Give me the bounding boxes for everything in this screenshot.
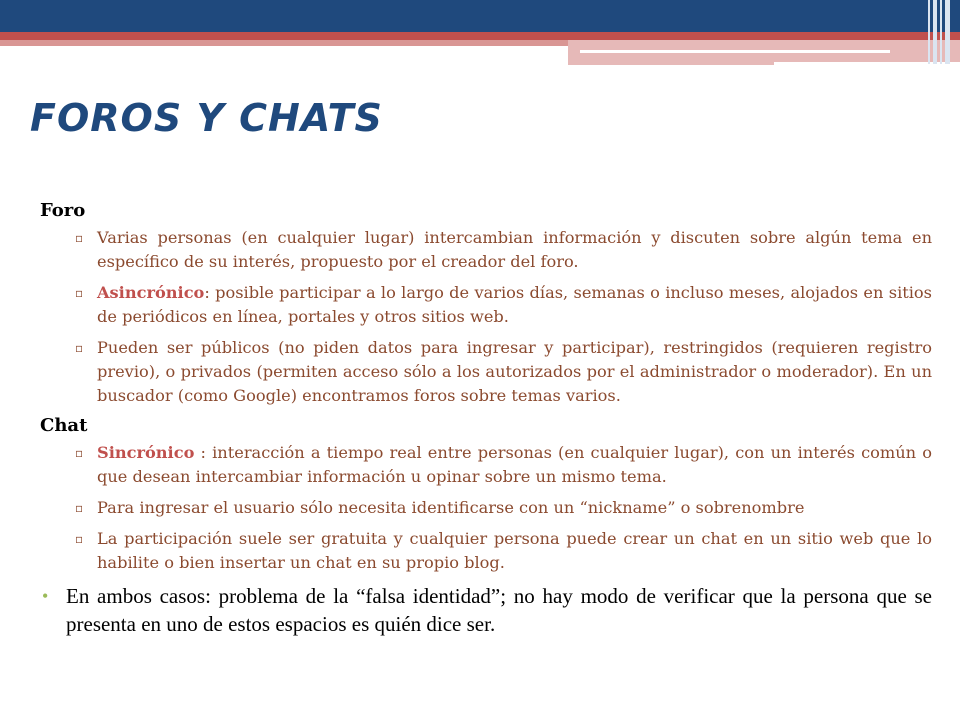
square-bullet-icon: ▫	[75, 231, 84, 245]
list-item: ▫ Varias personas (en cualquier lugar) intercambian información y discuten sobre algún tema en específico de su interés, propuesto por el creador del foro.	[75, 228, 932, 271]
keyword: Sincrónico	[97, 443, 195, 462]
round-bullet-icon: •	[42, 586, 49, 606]
square-bullet-icon: ▫	[75, 532, 84, 546]
header-band-blue	[0, 0, 960, 32]
list-item: ▫ Para ingresar el usuario sólo necesita identificarse con un “nickname” o sobrenombre	[40, 496, 932, 520]
header-vertical-lines	[928, 0, 954, 64]
foro-list	[40, 226, 932, 408]
header-band-pink-left	[0, 40, 568, 46]
square-bullet-icon: ▫	[75, 286, 84, 300]
section-heading-chat: Chat	[40, 415, 88, 436]
slide-content	[40, 200, 932, 638]
section-heading-foro: Foro	[40, 200, 86, 221]
header-white-line	[580, 50, 890, 53]
slide-title: FOROS Y CHATS	[30, 96, 383, 140]
chat-list	[40, 441, 932, 575]
conclusion-text: En ambos casos: problema de la “falsa identidad”; no hay modo de verificar que la persona que se presenta en uno de estos espacios es quién dice ser.	[66, 584, 932, 636]
list-item: ▫ Pueden ser públicos (no piden datos para ingresar y participar), restringidos (requieren registro previo), o privados (permiten acceso sólo a los autorizados por el administrador o moderador). En un buscador (como Google) encontramos foros sobre temas varios.	[75, 338, 932, 405]
conclusion-bullet	[40, 582, 932, 638]
square-bullet-icon: ▫	[75, 341, 84, 355]
header-band-pink-strip	[568, 62, 774, 65]
list-item: ▫ Asincrónico: posible participar a lo largo de varios días, semanas o incluso meses, alojados en sitios de periódicos en línea, portales y otros sitios web.	[75, 283, 932, 326]
list-item: ▫ Sincrónico : interacción a tiempo real entre personas (en cualquier lugar), con un interés común o que desean intercambiar información u opinar sobre un mismo tema.	[75, 443, 932, 486]
square-bullet-icon: ▫	[75, 446, 84, 460]
header-band-red	[0, 32, 960, 40]
square-bullet-icon: ▫	[75, 501, 84, 515]
keyword: Asincrónico	[97, 283, 205, 302]
list-item: ▫ La participación suele ser gratuita y cualquier persona puede crear un chat en un sitio web que lo habilite o bien insertar un chat en su propio blog.	[75, 529, 932, 572]
